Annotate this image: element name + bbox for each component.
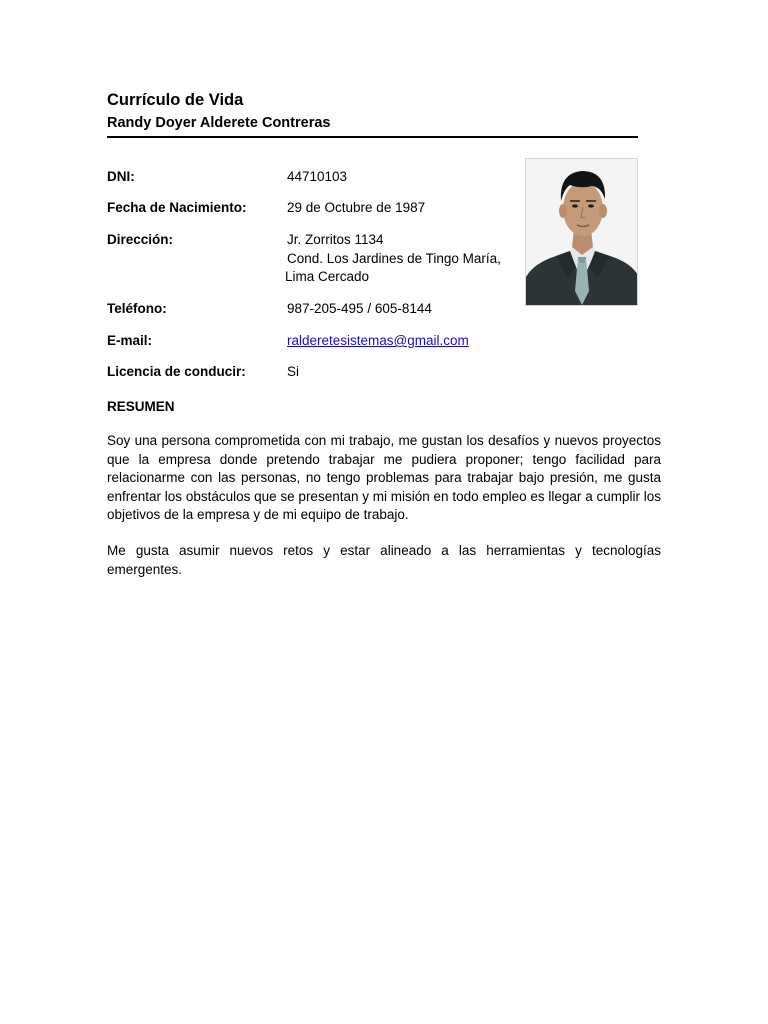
license-label: Licencia de conducir: (107, 364, 246, 379)
portrait-illustration (526, 159, 638, 306)
address-line-3: Lima Cercado (285, 269, 370, 284)
summary-paragraph-1: Soy una persona comprometida con mi trabajo, me gustan los desafíos y nuevos proyectos que la empresa donde pretendo trabajar me pudiera proponer; tengo facilidad para relacionarme con las personas, no tengo problemas para trabajar bajo presión, me gusta enfrentar los obstáculos que se presentan y mi misión en todo empleo es llegar a cumplir los objetivos de la empresa y de mi equipo de trabajo. (107, 433, 661, 522)
phone-value: 987-205-495 / 605-8144 (287, 301, 432, 316)
phone-label: Teléfono: (107, 301, 167, 316)
address-line-2: Cond. Los Jardines de Tingo María, (287, 250, 501, 266)
address-line-1: Jr. Zorritos 1134 (287, 232, 384, 247)
summary-paragraph-2: Me gusta asumir nuevos retos y estar alineado a las herramientas y tecnologías emergentes. (107, 543, 661, 577)
birthdate-value: 29 de Octubre de 1987 (287, 200, 426, 215)
address-label: Dirección: (107, 232, 174, 247)
license-value: Si (287, 364, 300, 379)
dni-value: 44710103 (287, 169, 348, 184)
profile-photo (525, 158, 638, 306)
email-link[interactable]: ralderetesistemas@gmail.com (287, 333, 469, 348)
birthdate-label: Fecha de Nacimiento: (107, 200, 247, 215)
header-divider (107, 136, 638, 138)
dni-label: DNI: (107, 169, 135, 184)
address-value (287, 231, 501, 287)
person-name: Randy Doyer Alderete Contreras (107, 115, 331, 131)
summary-heading: RESUMEN (107, 399, 175, 414)
document-title: Currículo de Vida (107, 91, 244, 109)
email-label: E-mail: (107, 333, 153, 348)
